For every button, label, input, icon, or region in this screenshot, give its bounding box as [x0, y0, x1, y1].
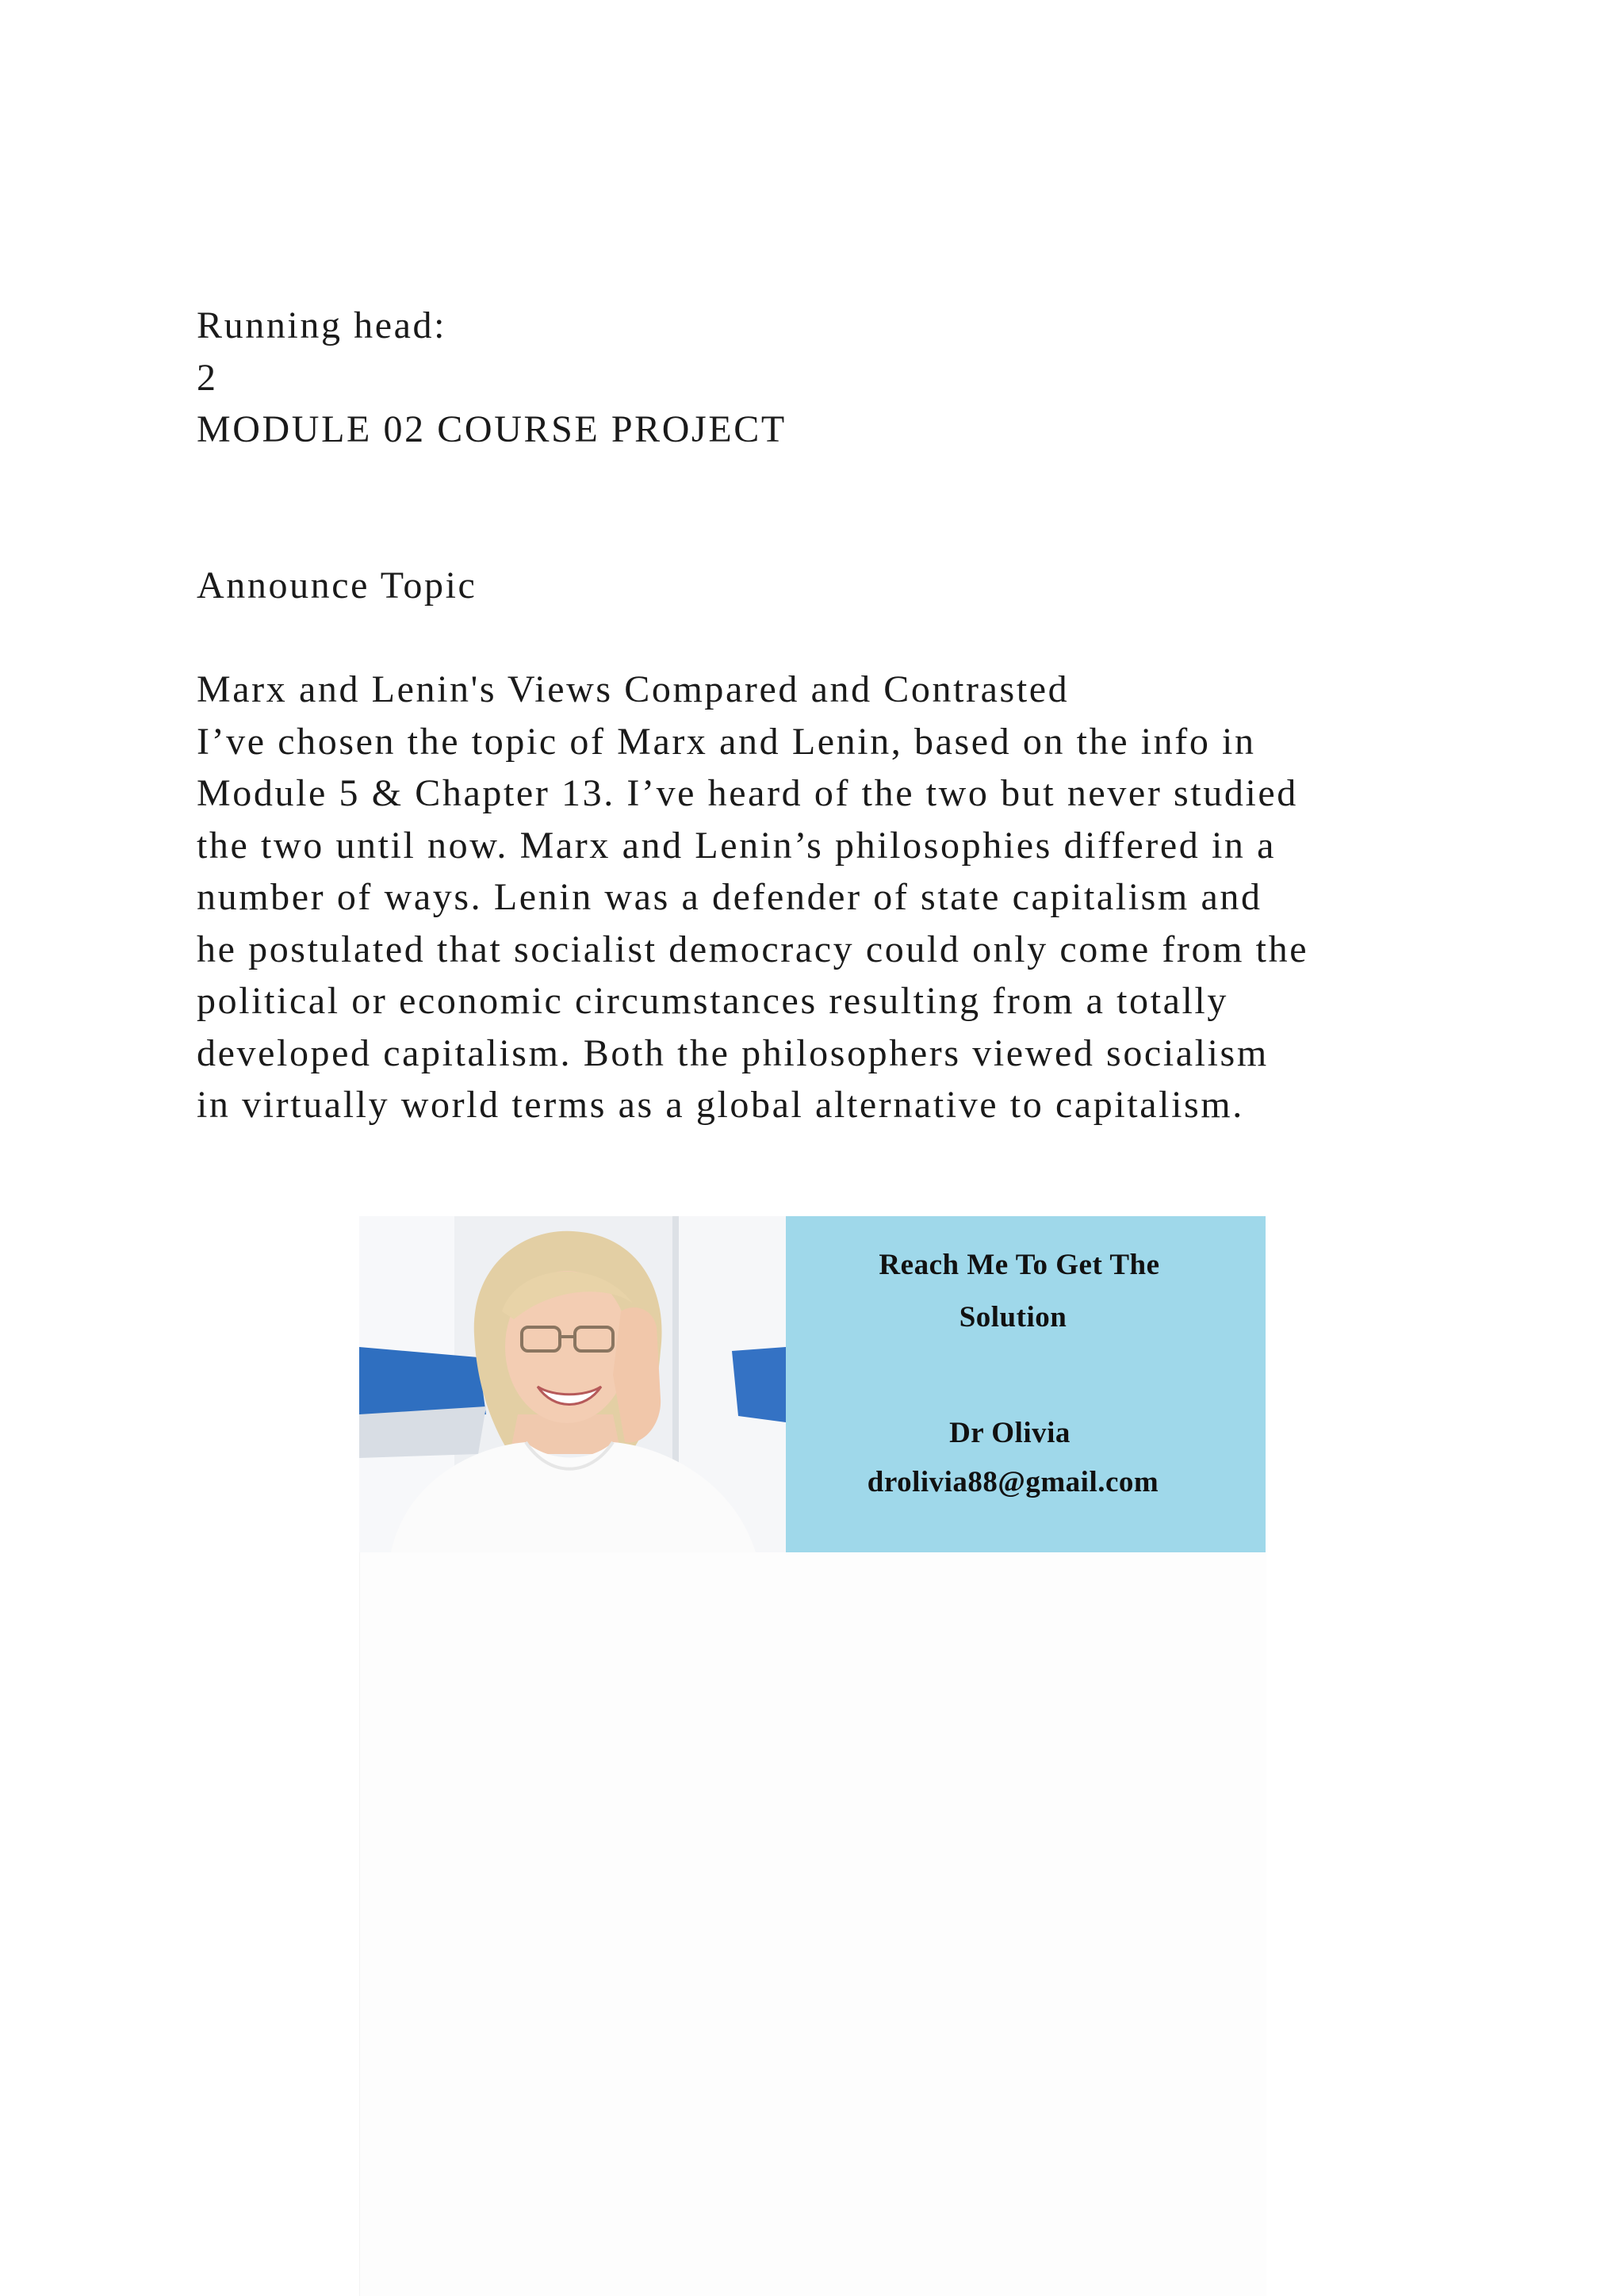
banner-cta-line-2: Solution: [959, 1301, 1067, 1334]
topic-title: Marx and Lenin's Views Compared and Contrasted: [197, 668, 1070, 710]
contact-banner[interactable]: [359, 1216, 1266, 1552]
body-line: in virtually world terms as a global alternative to capitalism.: [197, 1084, 1244, 1126]
header-title: MODULE 02 COURSE PROJECT: [197, 408, 787, 450]
banner-contact-email[interactable]: drolivia88@gmail.com: [867, 1466, 1159, 1498]
body-line: political or economic circumstances resulting from a totally: [197, 980, 1228, 1022]
body-line: I’ve chosen the topic of Marx and Lenin, based on the info in: [197, 720, 1256, 763]
body-line: developed capitalism. Both the philosophers viewed socialism: [197, 1031, 1269, 1074]
banner-cta-line-1: Reach Me To Get The: [879, 1249, 1160, 1281]
page-number: 2: [197, 356, 218, 399]
banner-contact-panel: [786, 1216, 1266, 1552]
body-line: number of ways. Lenin was a defender of state capitalism and: [197, 876, 1262, 918]
spacer: [197, 611, 1481, 664]
photo-illustration: [359, 1216, 786, 1552]
running-head-label: Running head:: [197, 304, 447, 346]
smiling-woman-photo-icon: [359, 1216, 786, 1552]
document-text: [197, 300, 1481, 1131]
banner-contact-name: Dr Olivia: [949, 1417, 1071, 1449]
body-line: he postulated that socialist democracy could only come from the: [197, 928, 1309, 970]
spacer: [197, 456, 1481, 560]
body-line: the two until now. Marx and Lenin’s philosophies differed in a: [197, 824, 1276, 867]
section-heading: Announce Topic: [197, 564, 477, 607]
body-line: Module 5 & Chapter 13. I’ve heard of the two but never studied: [197, 772, 1298, 814]
blank-lower-area: [359, 1552, 1266, 2296]
